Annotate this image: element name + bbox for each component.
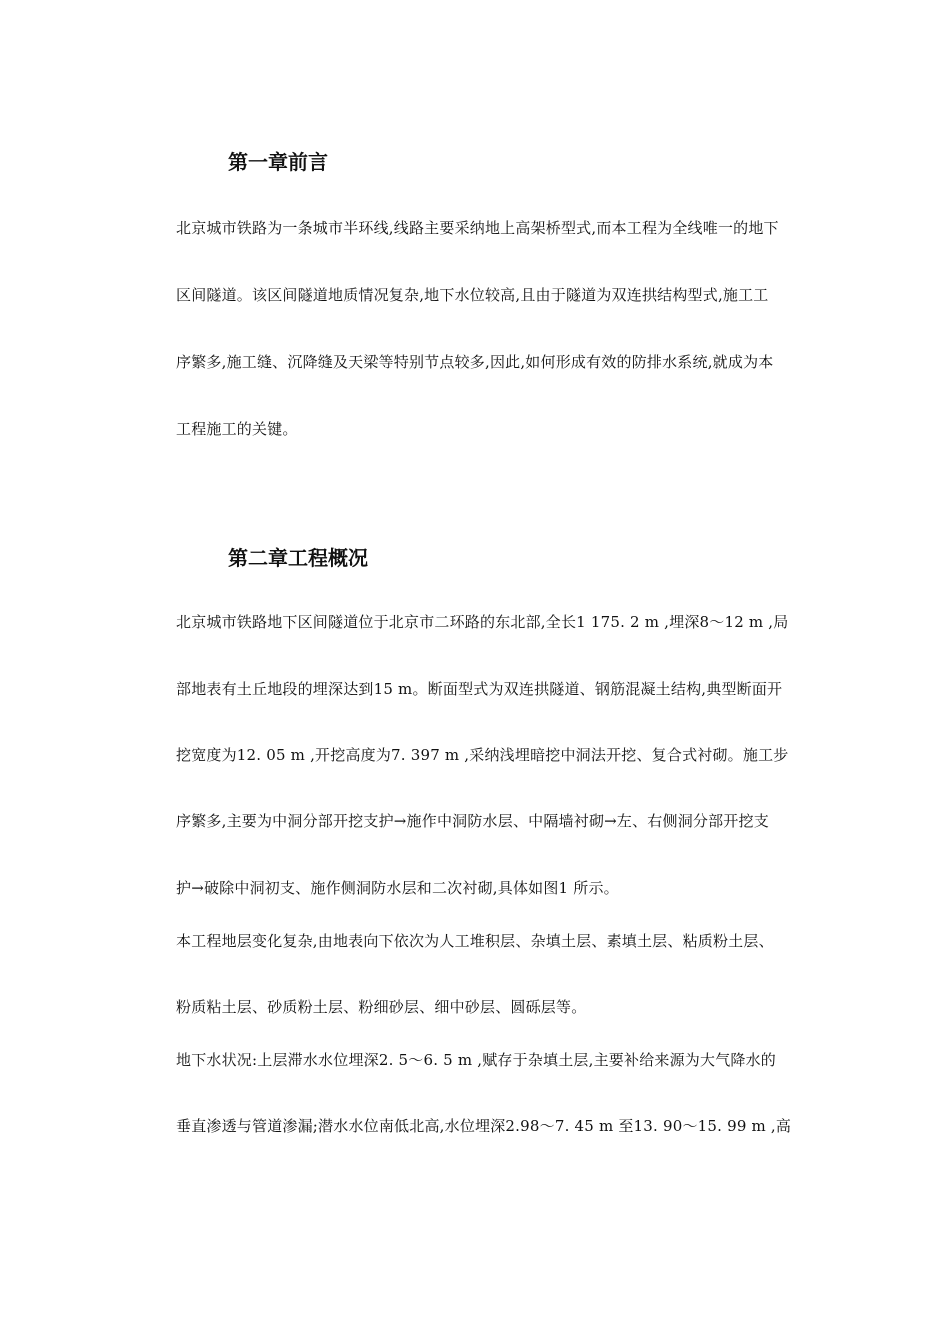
chapter-1-line: 序繁多,施工缝、沉降缝及天梁等特别节点较多,因此,如何形成有效的防排水系统,就成为本 — [176, 353, 774, 371]
chapter-1-line: 工程施工的关键。 — [176, 420, 298, 438]
chapter-2-line: 序繁多,主要为中洞分部开挖支护→施作中洞防水层、中隔墙衬砌→左、右侧洞分部开挖支 — [176, 812, 769, 830]
chapter-2-line: 北京城市铁路地下区间隧道位于北京市二环路的东北部,全长1 175. 2 m ,埋深8～12 m ,局 — [176, 613, 789, 631]
chapter-2-line: 粉质粘土层、砂质粉土层、粉细砂层、细中砂层、圆砾层等。 — [176, 998, 587, 1016]
chapter-1-line: 区间隧道。该区间隧道地质情况复杂,地下水位较高,且由于隧道为双连拱结构型式,施工工 — [176, 286, 769, 304]
chapter-2-line: 本工程地层变化复杂,由地表向下依次为人工堆积层、杂填土层、素填土层、粘质粉土层、 — [176, 932, 774, 950]
chapter-2-line: 护→破除中洞初支、施作侧洞防水层和二次衬砌,具体如图1 所示。 — [176, 879, 619, 897]
chapter-2-line: 挖宽度为12. 05 m ,开挖高度为7. 397 m ,采纳浅埋暗挖中洞法开挖、复合式衬砌。施工步 — [176, 746, 789, 764]
chapter-1-line: 北京城市铁路为一条城市半环线,线路主要采纳地上高架桥型式,而本工程为全线唯一的地下 — [176, 219, 779, 237]
chapter-2-line: 地下水状况:上层滞水水位埋深2. 5～6. 5 m ,赋存于杂填土层,主要补给来源为大气降水的 — [176, 1051, 776, 1069]
chapter-1-title: 第一章前言 — [228, 150, 328, 174]
chapter-2-line: 部地表有土丘地段的埋深达到15 m。断面型式为双连拱隧道、钢筋混凝土结构,典型断面开 — [176, 680, 783, 698]
chapter-2-line: 垂直渗透与管道渗漏;潜水水位南低北高,水位埋深2.98～7. 45 m 至13. 90～15. 99 m ,高 — [176, 1117, 792, 1135]
chapter-2-title: 第二章工程概况 — [228, 546, 368, 570]
